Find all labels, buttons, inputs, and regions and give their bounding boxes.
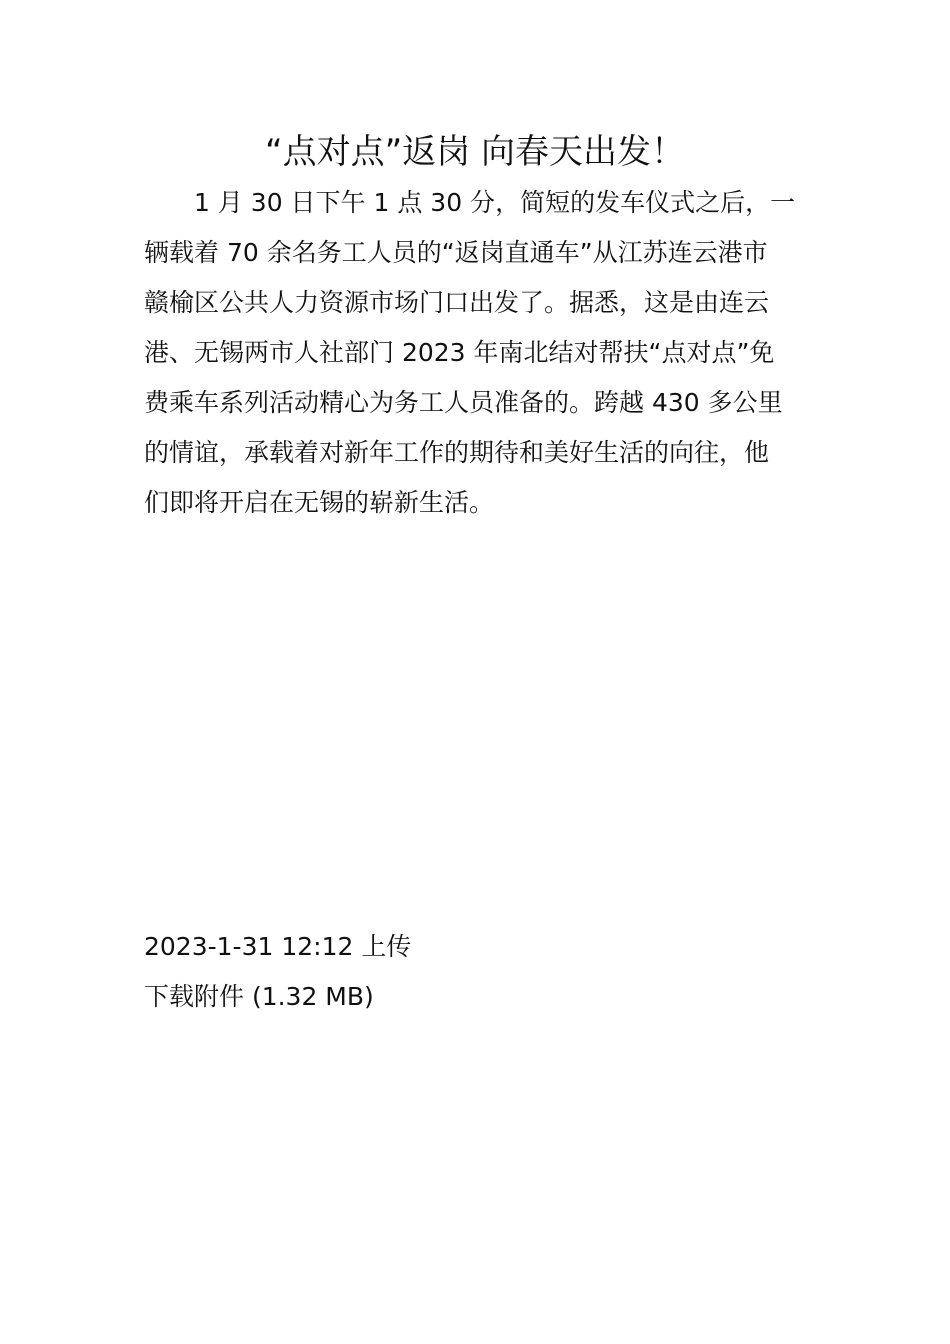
body-line-4: 港、无锡两市人社部门 2023 年南北结对帮扶“点对点”免 [144,338,775,367]
body-line-6: 的情谊，承载着对新年工作的期待和美好生活的向往，他 [144,438,770,467]
upload-timestamp: 2023-1-31 12:12 上传 [144,932,412,961]
body-line-2: 辆载着 70 余名务工人员的“返岗直通车”从江苏连云港市 [144,238,768,267]
body-line-7: 们即将开启在无锡的崭新生活。 [144,488,495,517]
download-attachment-link[interactable]: 下载附件 (1.32 MB) [144,982,374,1011]
body-line-1: 1 月 30 日下午 1 点 30 分，简短的发车仪式之后，一 [194,188,796,217]
article-title: “点对点”返岗 向春天出发！ [264,132,686,172]
body-line-5: 费乘车系列活动精心为务工人员准备的。跨越 430 多公里 [144,388,783,417]
article-body [144,178,808,528]
body-line-3: 赣榆区公共人力资源市场门口出发了。据悉，这是由连云 [144,288,770,317]
